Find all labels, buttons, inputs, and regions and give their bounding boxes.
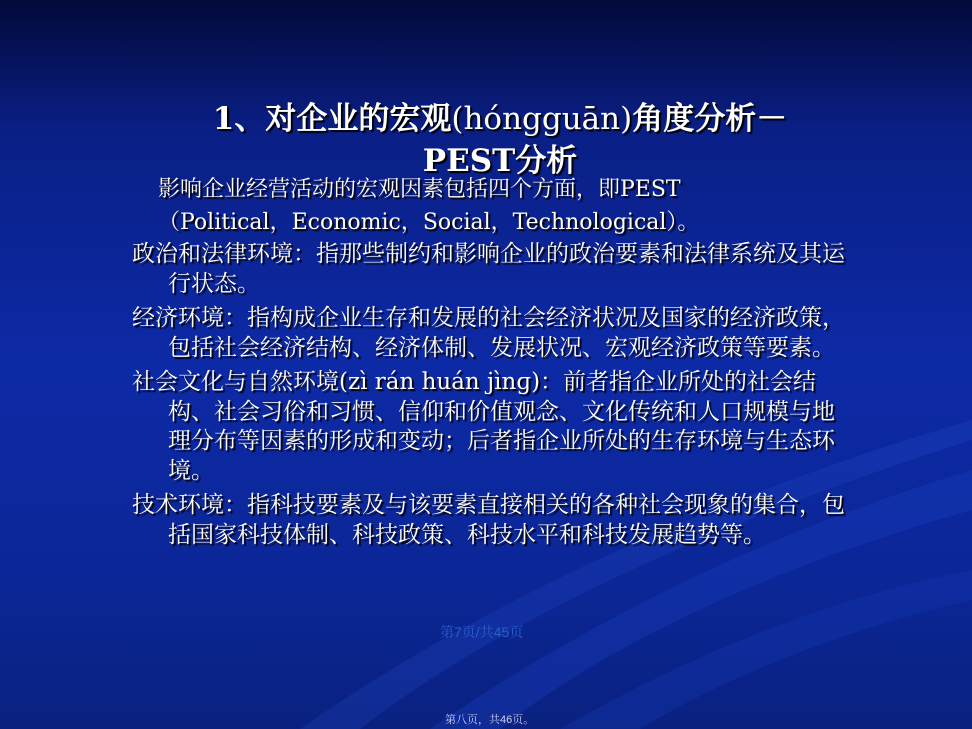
bullet-economic: 经济环境：指构成企业生存和发展的社会经济状况及国家的经济政策，包括社会经济结构、经济体制、发展状况、宏观经济政策等要素。	[132, 305, 845, 361]
pest-factor-list	[132, 240, 852, 555]
title-pinyin: (hóngguān)	[451, 101, 633, 137]
title-line2: PEST分析	[422, 143, 578, 179]
slide-title	[100, 98, 900, 182]
intro-line2: （Political，Economic，Social，Technological）。	[158, 210, 700, 235]
bullet-technological: 技术环境：指科技要素及与该要素直接相关的各种社会现象的集合，包括国家科技体制、科技政策、科技水平和科技发展趋势等。	[132, 492, 845, 548]
page-indicator: 第7页/共45页	[440, 624, 524, 640]
bullet-social-natural: 社会文化与自然环境(zì rán huán jìnɡ)：前者指企业所处的社会结构、社会习俗和习惯、信仰和价值观念、文化传统和人口规模与地理分布等因素的形成和变动；后者指企业所处的生存环境与生态环境。	[132, 369, 835, 484]
bullet-political-legal: 政治和法律环境：指那些制约和影响企业的政治要素和法律系统及其运行状态。	[132, 241, 845, 297]
intro-line1: 影响企业经营活动的宏观因素包括四个方面，即PEST	[158, 177, 681, 202]
footer-note: 第八页，共46页。	[445, 714, 535, 726]
title-part1: 1、对企业的宏观	[212, 101, 452, 137]
title-part2: 角度分析－	[632, 101, 788, 137]
intro-paragraph	[158, 173, 858, 239]
